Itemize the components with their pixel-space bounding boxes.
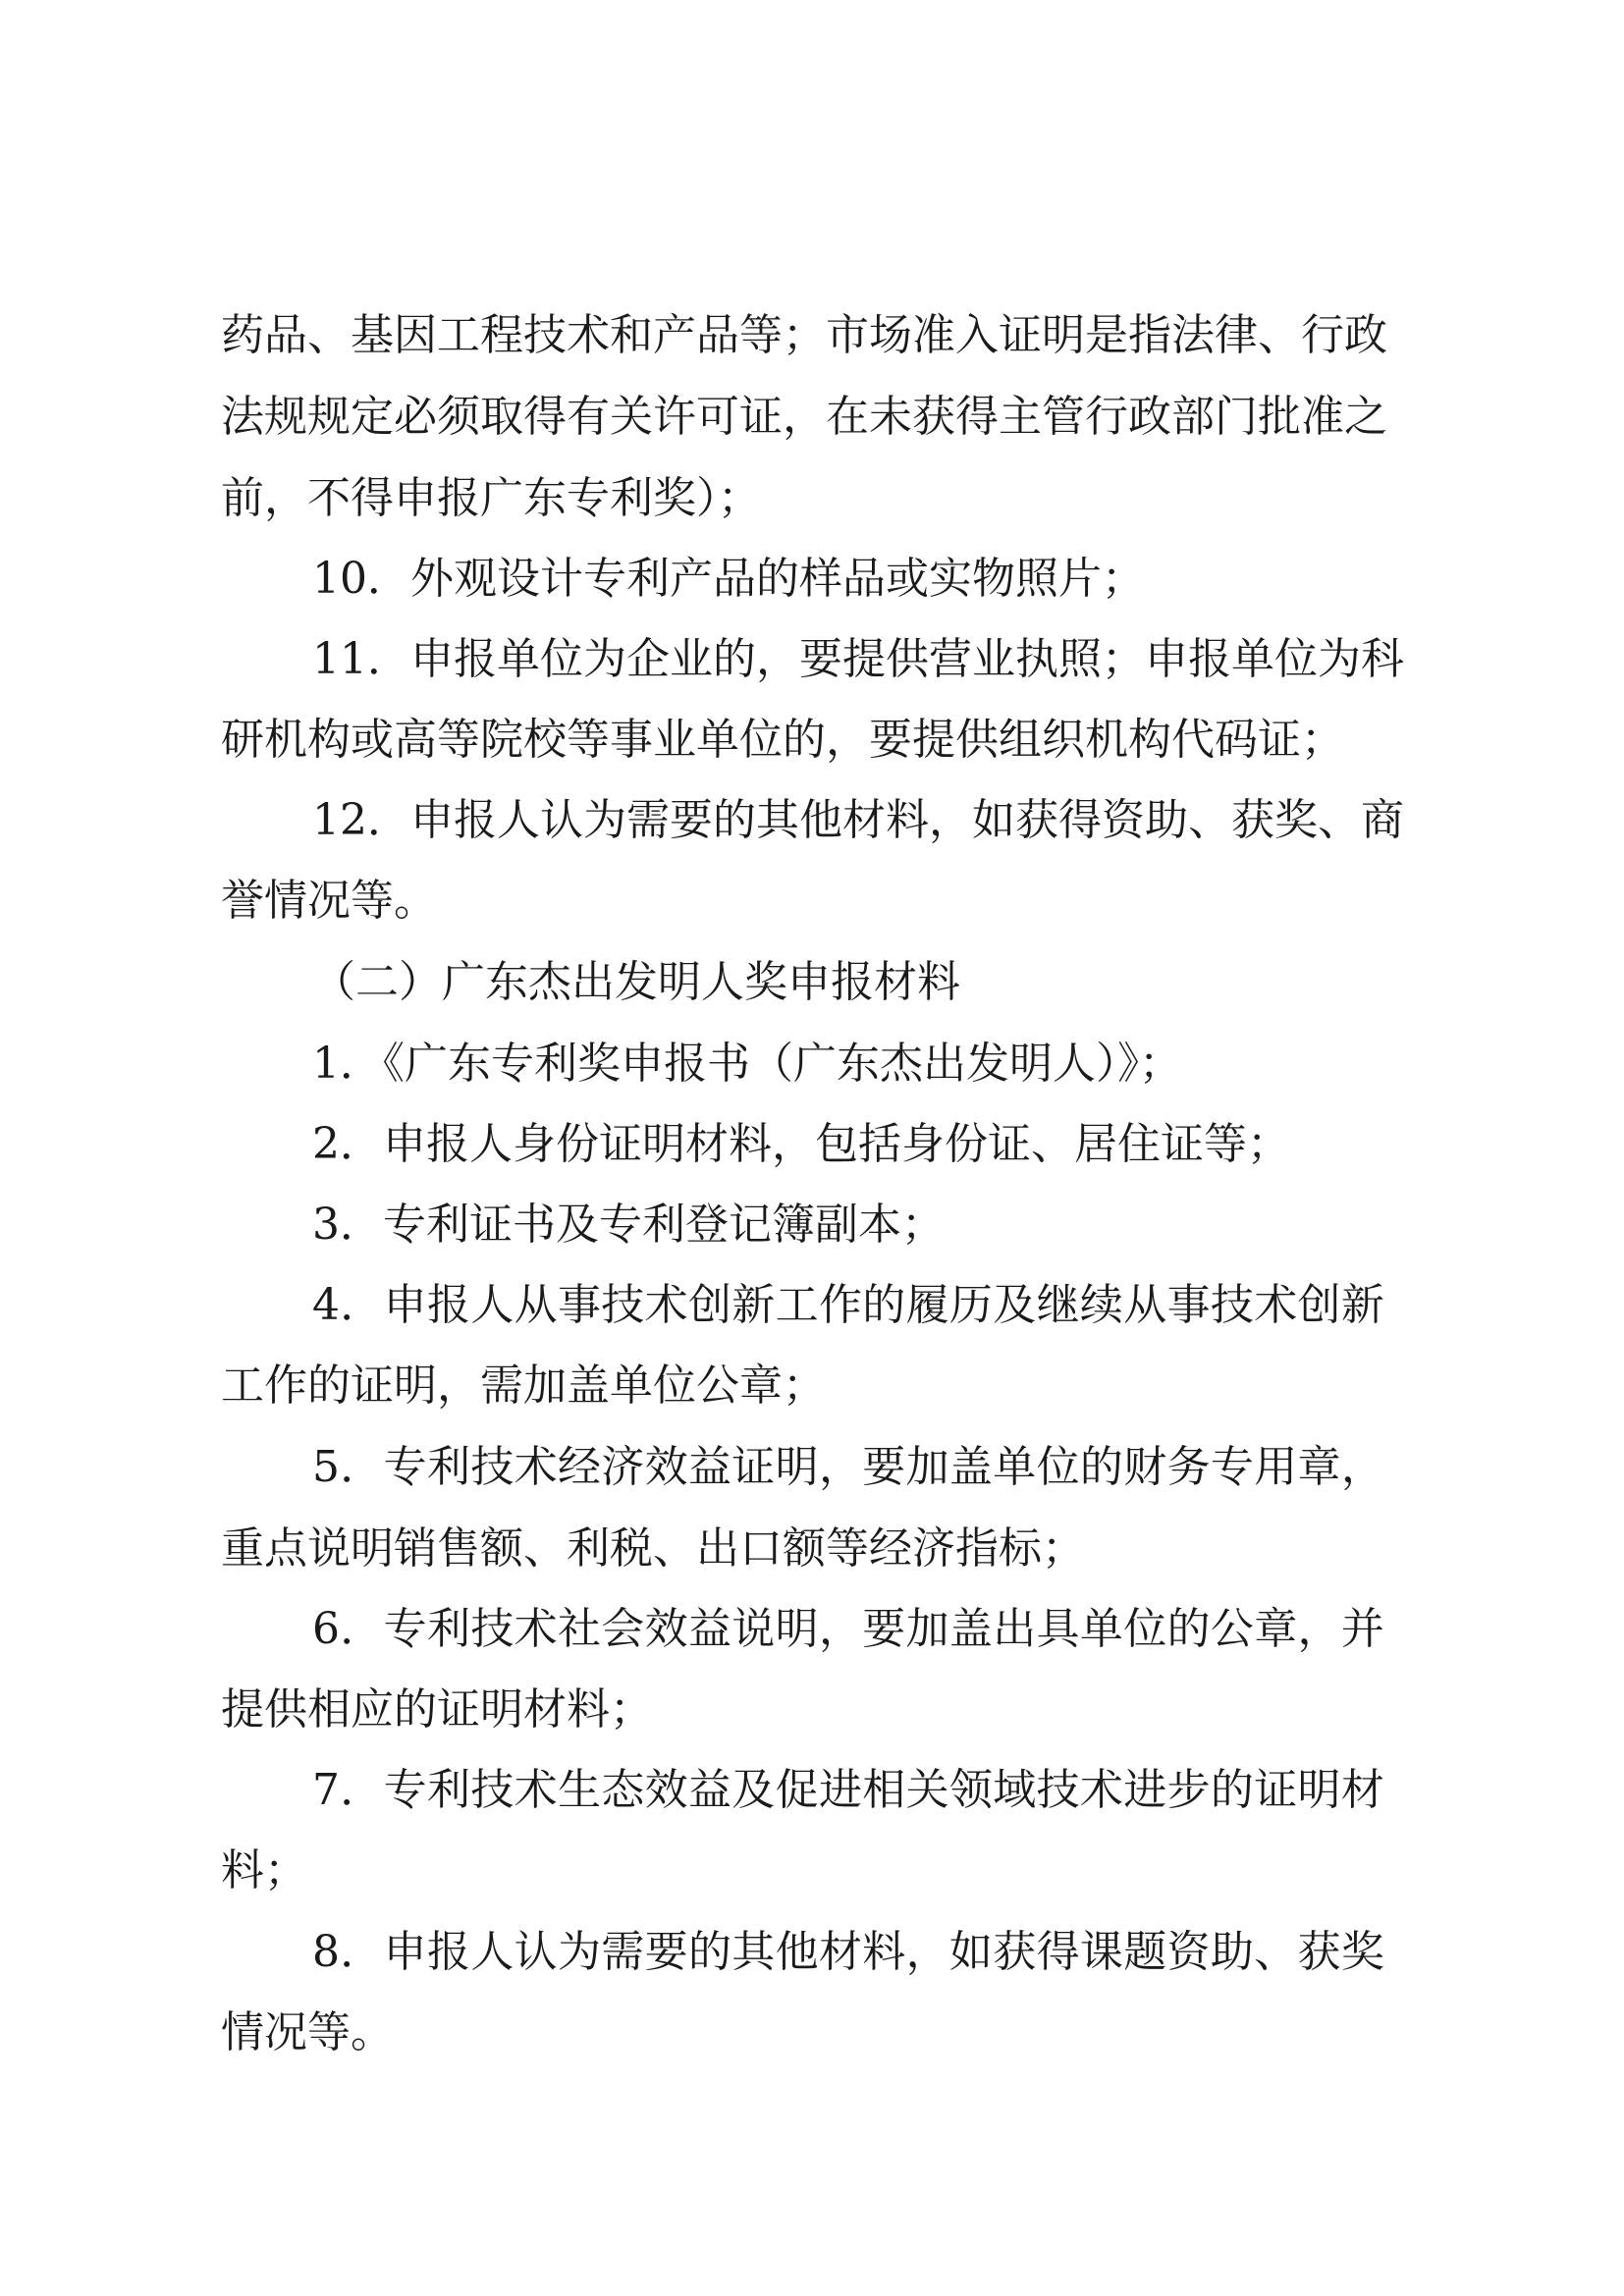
line-char: ． [367, 634, 410, 684]
line-char: 域 [993, 1765, 1037, 1815]
line-char: 1 [312, 795, 340, 845]
line-char: 的 [1166, 1604, 1211, 1654]
line-char: 报 [426, 1280, 470, 1330]
line-char: ． [340, 1604, 384, 1654]
line-char: 证 [1254, 1765, 1298, 1815]
paragraph-line: 研机构或高等院校等事业单位的，要提供组织机构代码证； [221, 715, 1344, 765]
line-char: 利 [426, 1604, 470, 1654]
line-char: 他 [775, 1927, 819, 1977]
line-char: ， [905, 1927, 949, 1977]
line-char: 是 [1085, 310, 1128, 360]
line-char: 部 [1171, 392, 1215, 442]
list-item-5 [312, 1428, 1384, 1507]
line-char: 报 [454, 795, 497, 845]
line-char: ， [783, 392, 826, 442]
line-char: 要 [862, 1442, 906, 1492]
line-char: 规 [307, 392, 351, 442]
line-char: 态 [601, 1765, 645, 1815]
line-char: 要 [644, 1927, 688, 1977]
paragraph-line: 提供相应的证明材料； [221, 1684, 653, 1735]
line-char: 助 [1145, 795, 1188, 845]
line-char: 行 [1301, 310, 1344, 360]
list-item-7 [312, 1751, 1384, 1830]
paragraph-line [221, 296, 1387, 375]
line-char: 市 [826, 310, 869, 360]
line-char: 业 [670, 634, 713, 684]
line-char: 申 [1145, 634, 1188, 684]
line-char: 因 [394, 310, 437, 360]
line-char: 资 [1166, 1927, 1211, 1977]
line-char: 企 [626, 634, 670, 684]
line-char: ； [783, 310, 826, 360]
line-char: 益 [687, 1604, 731, 1654]
line-char: 、 [1258, 310, 1301, 360]
line-char: 4 [312, 1280, 340, 1330]
line-char: ． [367, 795, 410, 845]
line-char: 6 [312, 1604, 340, 1654]
line-char: 技 [523, 310, 567, 360]
line-char: 资 [1102, 795, 1145, 845]
list-item-3: 3．专利证书及专利登记簿副本； [312, 1200, 945, 1250]
line-char: ， [818, 1604, 862, 1654]
paragraph-line: 情况等。 [221, 2007, 394, 2057]
line-char: ， [1340, 1442, 1384, 1492]
paragraph-line: 工作的证明，需加盖单位公章； [221, 1361, 826, 1411]
line-char: 用 [1254, 1442, 1298, 1492]
line-char: 术 [567, 310, 610, 360]
line-char: 程 [480, 310, 523, 360]
line-char: 促 [775, 1765, 819, 1815]
line-char: 为 [557, 1927, 601, 1977]
line-char: 品 [696, 310, 739, 360]
line-char: 进 [1123, 1765, 1167, 1815]
line-char: 为 [1318, 634, 1361, 684]
line-char: 位 [1036, 1442, 1080, 1492]
line-char: 技 [1210, 1280, 1254, 1330]
line-char: 效 [644, 1604, 688, 1654]
line-char: 盖 [948, 1442, 993, 1492]
line-char: 进 [818, 1765, 862, 1815]
list-item-6 [312, 1590, 1384, 1669]
line-char: 并 [1340, 1604, 1384, 1654]
line-char: 创 [687, 1280, 731, 1330]
section-heading: （二）广东杰出发明人奖申报材料 [312, 957, 960, 1007]
line-char: 可 [696, 392, 739, 442]
line-char: 申 [383, 1280, 427, 1330]
line-char: 专 [383, 1604, 427, 1654]
line-char: 履 [905, 1280, 949, 1330]
line-char: 入 [955, 310, 999, 360]
line-char: 之 [1344, 392, 1387, 442]
line-char: 在 [826, 392, 869, 442]
line-char: 技 [601, 1280, 645, 1330]
line-char: 会 [601, 1604, 645, 1654]
line-char: 获 [1297, 1927, 1341, 1977]
line-char: 工 [775, 1280, 819, 1330]
line-char: 继 [1036, 1280, 1080, 1330]
line-char: 供 [886, 634, 929, 684]
line-char: 法 [221, 392, 264, 442]
line-char: 要 [799, 634, 842, 684]
line-char: 须 [437, 392, 480, 442]
line-char: 报 [1188, 634, 1231, 684]
line-char: 得 [1058, 795, 1102, 845]
list-item-8 [312, 1913, 1384, 1992]
line-char: ， [1297, 1604, 1341, 1654]
list-item-2: 2．申报人身份证明材料，包括身份证、居住证等； [312, 1119, 1290, 1169]
line-char: 单 [1079, 1604, 1123, 1654]
line-char: 提 [842, 634, 886, 684]
line-char: 材 [1340, 1765, 1384, 1815]
line-char: 管 [1042, 392, 1085, 442]
line-char: 如 [948, 1927, 993, 1977]
line-char: 产 [653, 310, 696, 360]
line-char: 报 [426, 1927, 470, 1977]
line-char: 章 [1254, 1604, 1298, 1654]
line-char: 单 [1231, 634, 1274, 684]
line-char: 助 [1210, 1927, 1254, 1977]
line-char: 人 [470, 1280, 514, 1330]
line-char: 新 [731, 1280, 776, 1330]
line-char: 术 [1079, 1765, 1123, 1815]
line-char: 的 [713, 795, 756, 845]
line-char: 技 [470, 1765, 514, 1815]
line-char: 认 [514, 1927, 558, 1977]
line-char: 要 [862, 1604, 906, 1654]
line-char: 申 [410, 634, 454, 684]
line-char: 得 [1036, 1927, 1080, 1977]
line-char: 效 [644, 1765, 688, 1815]
line-char: 章 [1297, 1442, 1341, 1492]
line-char: 步 [1166, 1765, 1211, 1815]
line-char: 等 [739, 310, 783, 360]
line-char: 相 [862, 1765, 906, 1815]
line-char: 政 [1128, 392, 1171, 442]
paragraph-line: 誉情况等。 [221, 876, 437, 926]
line-char: 位 [1274, 634, 1318, 684]
line-char: 申 [383, 1927, 427, 1977]
line-char: 领 [948, 1765, 993, 1815]
line-char: 药 [221, 310, 264, 360]
line-char: 出 [993, 1604, 1037, 1654]
line-char: ， [756, 634, 799, 684]
line-char: 的 [687, 1927, 731, 1977]
line-char: 术 [514, 1442, 558, 1492]
line-char: 明 [1297, 1765, 1341, 1815]
line-char: 定 [351, 392, 394, 442]
line-char: 奖 [1340, 1927, 1384, 1977]
line-char: 其 [756, 795, 799, 845]
line-char: 术 [1254, 1280, 1298, 1330]
line-char: 需 [626, 795, 670, 845]
line-char: 公 [1210, 1604, 1254, 1654]
line-char: 门 [1215, 392, 1258, 442]
line-char: 8 [312, 1927, 340, 1977]
line-char: 有 [567, 392, 610, 442]
line-char: 获 [912, 392, 955, 442]
line-char: 报 [454, 634, 497, 684]
line-char: 得 [523, 392, 567, 442]
line-char: 要 [670, 795, 713, 845]
line-char: 务 [1166, 1442, 1211, 1492]
line-char: 续 [1079, 1280, 1123, 1330]
line-char: 利 [426, 1442, 470, 1492]
line-char: 利 [426, 1765, 470, 1815]
line-char: 批 [1258, 392, 1301, 442]
line-char: 指 [1128, 310, 1171, 360]
line-char: 益 [687, 1442, 731, 1492]
line-char: 、 [1188, 795, 1231, 845]
line-char: 准 [912, 310, 955, 360]
line-char: ． [340, 1442, 384, 1492]
line-char: 主 [999, 392, 1042, 442]
line-char: 作 [818, 1280, 862, 1330]
paragraph-line: 重点说明销售额、利税、出口额等经济指标； [221, 1523, 1085, 1574]
line-char: 、 [307, 310, 351, 360]
line-char: 加 [905, 1604, 949, 1654]
line-char: 历 [948, 1280, 993, 1330]
line-char: 的 [713, 634, 756, 684]
line-char: 营 [929, 634, 972, 684]
line-char: 奖 [1274, 795, 1318, 845]
line-char: 品 [264, 310, 307, 360]
line-char: ， [929, 795, 972, 845]
line-char: 的 [1079, 1442, 1123, 1492]
line-char: 1 [312, 634, 340, 684]
line-char: 政 [1344, 310, 1387, 360]
line-char: 益 [687, 1765, 731, 1815]
line-char: 法 [1171, 310, 1215, 360]
line-char: 说 [731, 1604, 776, 1654]
line-char: ； [1102, 634, 1145, 684]
list-item-11 [312, 620, 1404, 699]
line-char: 专 [1210, 1442, 1254, 1492]
line-char: 题 [1123, 1927, 1167, 1977]
paragraph-line: 前，不得申报广东专利奖）； [221, 473, 761, 523]
line-char: 取 [480, 392, 523, 442]
line-char: 术 [514, 1765, 558, 1815]
line-char: 位 [540, 634, 583, 684]
line-char: 从 [514, 1280, 558, 1330]
line-char: 从 [1123, 1280, 1167, 1330]
line-char: 事 [557, 1280, 601, 1330]
line-char: 行 [1085, 392, 1128, 442]
line-char: 1 [340, 634, 367, 684]
line-char: 证 [739, 392, 783, 442]
line-char: ． [340, 1765, 384, 1815]
line-char: 专 [383, 1442, 427, 1492]
line-char: 技 [1036, 1765, 1080, 1815]
line-char: 料 [862, 1927, 906, 1977]
list-item-1: 1．《广东专利奖申报书（广东杰出发明人）》； [312, 1039, 1182, 1089]
line-char: 术 [514, 1604, 558, 1654]
line-char: 未 [869, 392, 912, 442]
paragraph-line: 料； [221, 1845, 307, 1896]
line-char: 经 [557, 1442, 601, 1492]
line-char: 单 [497, 634, 540, 684]
line-char: 律 [1215, 310, 1258, 360]
line-char: 和 [610, 310, 653, 360]
line-char: ． [340, 1927, 384, 1977]
line-char: 课 [1079, 1927, 1123, 1977]
line-char: 及 [731, 1765, 776, 1815]
line-char: 获 [1231, 795, 1274, 845]
line-char: 创 [1297, 1280, 1341, 1330]
line-char: 具 [1036, 1604, 1080, 1654]
line-char: 的 [1210, 1765, 1254, 1815]
line-char: 场 [869, 310, 912, 360]
line-char: 7 [312, 1765, 340, 1815]
line-char: 加 [905, 1442, 949, 1492]
line-char: 基 [351, 310, 394, 360]
line-char: 社 [557, 1604, 601, 1654]
line-char: 他 [799, 795, 842, 845]
line-char: 获 [1015, 795, 1058, 845]
line-char: 材 [842, 795, 886, 845]
line-char: 认 [540, 795, 583, 845]
line-char: 5 [312, 1442, 340, 1492]
line-char: 财 [1123, 1442, 1167, 1492]
line-char: 人 [497, 795, 540, 845]
line-char: 准 [1301, 392, 1344, 442]
line-char: 关 [905, 1765, 949, 1815]
line-char: 照 [1058, 634, 1102, 684]
line-char: 料 [886, 795, 929, 845]
line-char: 技 [470, 1442, 514, 1492]
line-char: 证 [731, 1442, 776, 1492]
line-char: 证 [999, 310, 1042, 360]
line-char: 规 [264, 392, 307, 442]
line-char: 2 [340, 795, 367, 845]
line-char: 执 [1015, 634, 1058, 684]
list-item-10: 10．外观设计专利产品的样品或实物照片； [312, 554, 1145, 604]
line-char: 术 [644, 1280, 688, 1330]
line-char: 材 [818, 1927, 862, 1977]
line-char: 的 [862, 1280, 906, 1330]
line-char: 得 [955, 392, 999, 442]
line-char: ， [818, 1442, 862, 1492]
line-char: 许 [653, 392, 696, 442]
line-char: 明 [775, 1604, 819, 1654]
list-item-12 [312, 781, 1404, 860]
line-char: 、 [1254, 1927, 1298, 1977]
line-char: 位 [1123, 1604, 1167, 1654]
line-char: 需 [601, 1927, 645, 1977]
line-char: 济 [601, 1442, 645, 1492]
line-char: 、 [1318, 795, 1361, 845]
paragraph-line [221, 378, 1387, 456]
line-char: 明 [775, 1442, 819, 1492]
list-item-4 [312, 1266, 1384, 1345]
line-char: 盖 [948, 1604, 993, 1654]
line-char: 工 [437, 310, 480, 360]
line-char: 为 [583, 634, 626, 684]
line-char: 专 [383, 1765, 427, 1815]
line-char: 及 [993, 1280, 1037, 1330]
line-char: 效 [644, 1442, 688, 1492]
line-char: 单 [993, 1442, 1037, 1492]
line-char: 技 [470, 1604, 514, 1654]
line-char: 商 [1361, 795, 1404, 845]
line-char: 其 [731, 1927, 776, 1977]
line-char: 业 [972, 634, 1015, 684]
line-char: 人 [470, 1927, 514, 1977]
line-char: 新 [1340, 1280, 1384, 1330]
line-char: ． [340, 1280, 384, 1330]
line-char: 为 [583, 795, 626, 845]
line-char: 必 [394, 392, 437, 442]
line-char: 明 [1042, 310, 1085, 360]
line-char: 申 [410, 795, 454, 845]
line-char: 如 [972, 795, 1015, 845]
line-char: 科 [1361, 634, 1404, 684]
line-char: 事 [1166, 1280, 1211, 1330]
line-char: 获 [993, 1927, 1037, 1977]
line-char: 生 [557, 1765, 601, 1815]
line-char: 关 [610, 392, 653, 442]
